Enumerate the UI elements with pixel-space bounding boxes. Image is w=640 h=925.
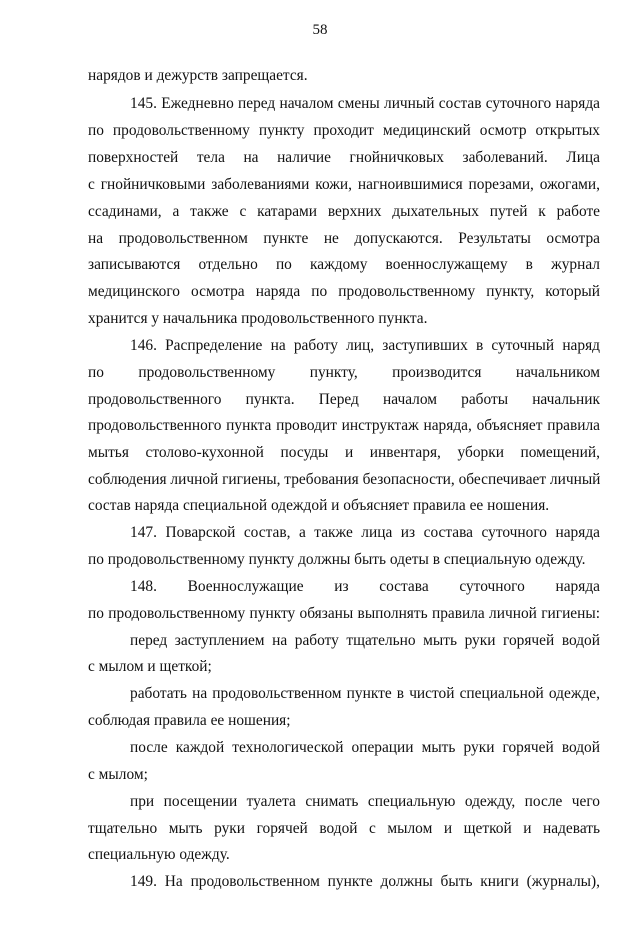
text-line: медицинского осмотра наряда по продовольственному пункту, который <box>88 283 600 300</box>
paragraph-145-line: 145. Ежедневно перед началом смены личный состав суточного наряда <box>130 95 600 112</box>
text-line: с мылом и щеткой; <box>88 658 212 675</box>
page-number: 58 <box>312 22 328 38</box>
list-item-line: работать на продовольственном пункте в чистой специальной одежде, <box>130 685 600 702</box>
text-line: специальную одежду. <box>88 846 230 863</box>
text-line: тщательно мыть руки горячей водой с мылом и щеткой и надевать <box>88 820 600 837</box>
text-line: соблюдения личной гигиены, требования безопасности, обеспечивает личный <box>88 471 601 488</box>
text-line: с мылом; <box>88 766 148 783</box>
text-line: с гнойничковыми заболеваниями кожи, нагноившимися порезами, ожогами, <box>88 176 600 193</box>
paragraph-149-line: 149. На продовольственном пункте должны быть книги (журналы), <box>130 873 600 890</box>
text-line: по продовольственному пункту должны быть одеты в специальную одежду. <box>88 551 586 568</box>
text-line: хранится у начальника продовольственного пункта. <box>88 310 428 327</box>
text-line: на продовольственном пункте не допускаются. Результаты осмотра <box>88 230 600 247</box>
text-line: соблюдая правила ее ношения; <box>88 712 291 729</box>
text-line: поверхностей тела на наличие гнойничковых заболеваний. Лица <box>88 149 600 166</box>
text-line: по продовольственному пункту обязаны выполнять правила личной гигиены: <box>88 605 600 622</box>
list-item-line: при посещении туалета снимать специальную одежду, после чего <box>130 793 600 810</box>
text-line: по продовольственному пункту, производится начальником <box>88 364 600 381</box>
text-line: нарядов и дежурств запрещается. <box>88 67 308 84</box>
list-item-line: после каждой технологической операции мыть руки горячей водой <box>130 739 600 756</box>
list-item-line: перед заступлением на работу тщательно мыть руки горячей водой <box>130 632 600 649</box>
text-line: записываются отдельно по каждому военнослужащему в журнал <box>88 256 600 273</box>
text-line: состав наряда специальной одеждой и объясняет правила ее ношения. <box>88 497 550 514</box>
paragraph-148-line: 148. Военнослужащие из состава суточного наряда <box>130 578 600 595</box>
text-line: мытья столово-кухонной посуды и инвентаря, уборки помещений, <box>88 444 600 461</box>
text-line: продовольственного пункта проводит инструктаж наряда, объясняет правила <box>88 417 600 434</box>
paragraph-147-line: 147. Поварской состав, а также лица из состава суточного наряда <box>130 524 600 541</box>
paragraph-146-line: 146. Распределение на работу лиц, заступивших в суточный наряд <box>130 337 600 354</box>
text-line: ссадинами, а также с катарами верхних дыхательных путей к работе <box>88 203 600 220</box>
text-line: продовольственного пункта. Перед началом работы начальник <box>88 391 600 408</box>
text-line: по продовольственному пункту проходит медицинский осмотр открытых <box>88 122 600 139</box>
